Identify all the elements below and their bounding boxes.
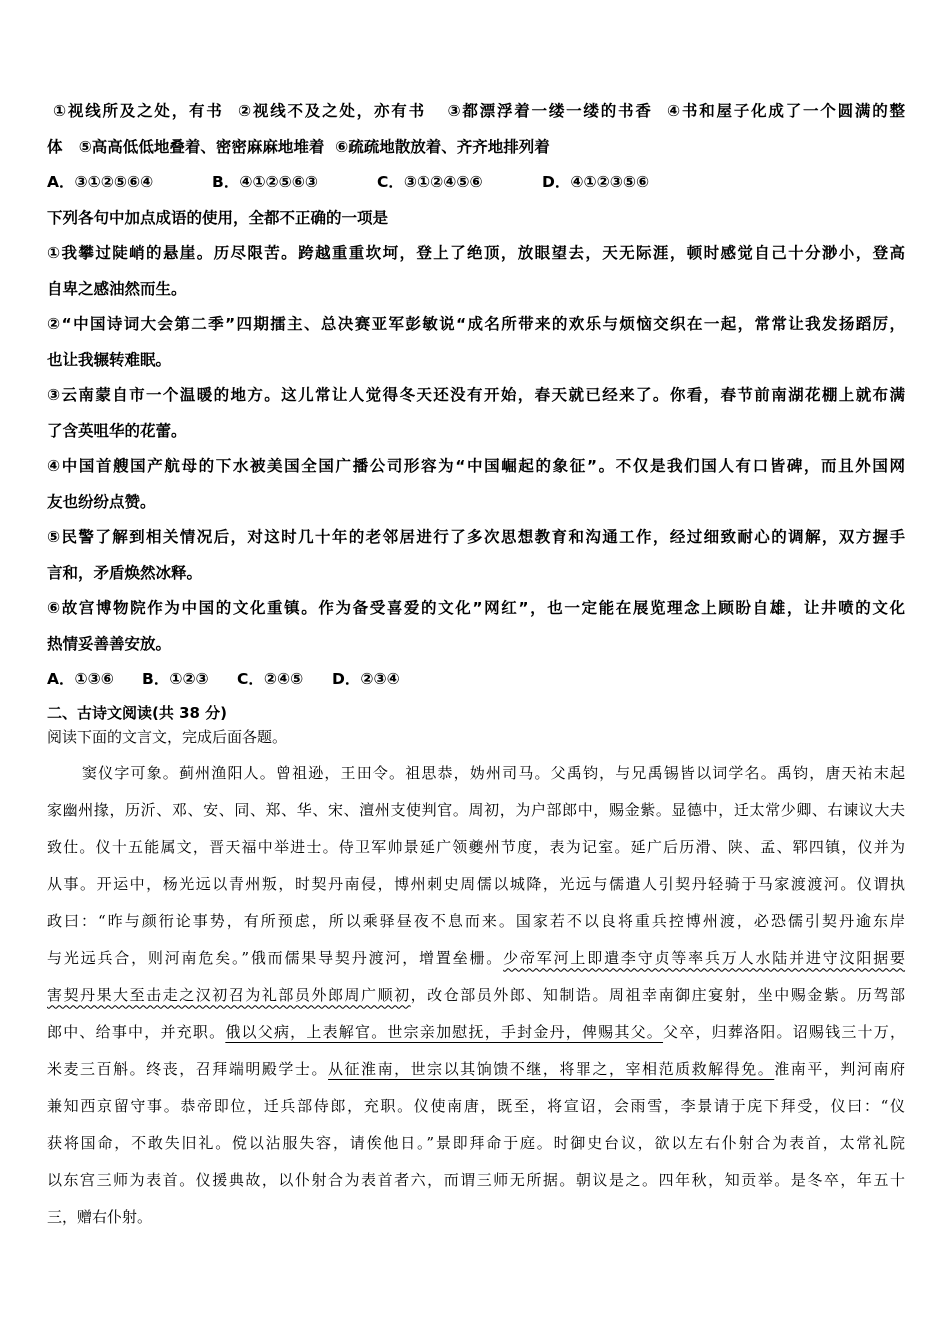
passage-text: 淮南平，判河南府 (774, 1059, 905, 1078)
order-items-line-2: 体 ⑤高高低低地叠着、密密麻麻地堆着 ⑥疏疏地散放着、齐齐地排列着 (47, 137, 550, 156)
idiom-options-row (47, 662, 905, 698)
classical-passage (47, 755, 905, 1236)
idiom-sentence-6-line-2: 热情妥善善安放。 (47, 634, 172, 653)
passage-text: 政曰：“昨与颜衎论事势，有所预虑，所以乘驿昼夜不息而来。国家若不以良将重兵控博州渡，必恐儒引契丹逾东岸 (47, 911, 905, 930)
passage-line-3 (47, 829, 905, 866)
order-options-row (47, 165, 905, 201)
idiom-sentence-5-line-1: ⑤民警了解到相关情况后，对这时几十年的老邻居进行了多次思想教育和沟通工作，经过细致耐心的调解，双方握手 (47, 528, 905, 546)
passage-text: 与光远兵合，则河南危矣。”俄而儒果导契丹渡河，增置垒栅。 (47, 948, 504, 967)
passage-text: 获将国命，不敢失旧礼。傥以沾服失容，请俟他日。”景即拜命于庭。时御史台议，欲以左右仆射合为表首，太常礼院 (47, 1133, 905, 1152)
idiom-question-stem: 下列各句中加点成语的使用，全都不正确的一项是 (47, 208, 389, 227)
passage-line-2 (47, 792, 905, 829)
order-option-a: A．③①②⑤⑥④ (47, 173, 154, 191)
passage-text: 从事。开运中，杨光远以青州叛，时契丹南侵，博州刺史周儒以城降，光远与儒遣人引契丹轻骑于马家渡渡河。仪谓执 (47, 874, 905, 893)
passage-line-13 (47, 1199, 905, 1236)
order-option-b: B．④①②⑤⑥③ (212, 173, 319, 191)
question-order (47, 94, 905, 201)
idiom-sentence-2-line-1: ②“中国诗词大会第二季”四期擂主、总决赛亚军彭敏说“成名所带来的欢乐与烦恼交织在一起，常常让我发扬蹈厉， (47, 315, 905, 333)
passage-text: 以东宫三师为表首。仪援典故，以仆射合为表首者六，而谓三师无所据。朝议是之。四年秋，知贡举。是冬卒，年五十 (47, 1170, 905, 1189)
passage-line-5 (47, 903, 905, 940)
idiom-option-d: D．②③④ (332, 670, 400, 688)
passage-text: 米麦三百斛。终丧，召拜端明殿学士。 (47, 1059, 328, 1078)
underlined-sentence: 俄以父病，上表解官。世宗亲加慰抚，手封金丹，俾赐其父。 (225, 1022, 664, 1041)
idiom-option-c: C．②④⑤ (237, 670, 304, 688)
passage-text: 郎中、给事中，并充职。 (47, 1022, 226, 1041)
passage-line-4 (47, 866, 905, 903)
wavy-underlined-segment: 少帝军河上即遣李守贞等率兵万人水陆并进守汶阳据要 (503, 948, 906, 967)
passage-line-10 (47, 1088, 905, 1125)
idiom-sentence-4-line-2: 友也纷纷点赞。 (47, 492, 156, 511)
passage-text: 致仕。仪十五能属文，晋天福中举进士。侍卫军帅景延广领夔州节度，表为记室。延广后历滑、陕、孟、郓四镇，仪并为 (47, 837, 905, 856)
passage-text: ，改仓部员外郎、知制诰。周祖幸南御庄宴射，坐中赐金紫。历驾部 (410, 985, 905, 1004)
order-items-line-1: ①视线所及之处，有书 ②视线不及之处，亦有书 ③都漂浮着一缕一缕的书香 ④书和屋子化成了一个圆满的整 (53, 102, 905, 120)
wavy-underlined-segment: 害契丹果大至击走之汉初召为礼部员外郎周广顺初 (47, 985, 411, 1004)
passage-line-9 (47, 1051, 905, 1088)
order-option-c: C．③①②④⑤⑥ (377, 173, 483, 191)
passage-text: 三，赠右仆射。 (47, 1207, 153, 1226)
idiom-sentence-2-line-2: 也让我辗转难眠。 (47, 350, 172, 369)
idiom-sentence-3-line-1: ③云南蒙自市一个温暖的地方。这儿常让人觉得冬天还没有开始，春天就已经来了。你看，春节前南湖花棚上就布满 (47, 386, 905, 404)
passage-line-1 (47, 755, 905, 792)
passage-text: 窦仪字可象。蓟州渔阳人。曾祖逊，王田令。祖思恭，妫州司马。父禹钧，与兄禹锡皆以词学名。禹钧，唐天祐末起 (82, 763, 905, 782)
passage-line-11 (47, 1125, 905, 1162)
passage-line-7 (47, 977, 905, 1014)
passage-line-8 (47, 1014, 905, 1051)
section-instruction: 阅读下面的文言文，完成后面各题。 (47, 728, 288, 746)
passage-text: 兼知西京留守事。恭帝即位，迁兵部侍郎，充职。仪使南唐，既至，将宣诏，会雨雪，李景请于庑下拜受，仪曰：“仪 (47, 1096, 905, 1115)
section-heading: 二、古诗文阅读(共 38 分) (47, 704, 228, 722)
question-idiom (47, 201, 905, 698)
passage-text: 父卒，归葬洛阳。诏赐钱三十万， (663, 1022, 905, 1041)
passage-text: 家幽州掾，历沂、邓、安、同、郑、华、宋、澶州支使判官。周初，为户部郎中，赐金紫。显德中，迁太常少卿、右谏议大夫 (47, 800, 905, 819)
idiom-sentence-3-line-2: 了含英咀华的花蕾。 (47, 421, 187, 440)
idiom-sentence-6-line-1: ⑥故宫博物院作为中国的文化重镇。作为备受喜爱的文化”网红”，也一定能在展览理念上顾盼自雄，让井喷的文化 (47, 599, 905, 617)
idiom-sentence-4-line-1: ④中国首艘国产航母的下水被美国全国广播公司形容为“中国崛起的象征”。不仅是我们国人有口皆碑，而且外国网 (47, 457, 905, 475)
idiom-option-a: A．①③⑥ (47, 670, 114, 688)
idiom-sentence-5-line-2: 言和，矛盾焕然冰释。 (47, 563, 203, 582)
underlined-sentence: 从征淮南，世宗以其饷馈不继，将罪之，宰相范质救解得免。 (328, 1059, 775, 1078)
idiom-sentence-1-line-2: 自卑之感油然而生。 (47, 279, 187, 298)
order-option-d: D．④①②③⑤⑥ (542, 173, 650, 191)
passage-line-6 (47, 940, 905, 977)
passage-line-12 (47, 1162, 905, 1199)
idiom-sentence-1-line-1: ①我攀过陡峭的悬崖。历尽限苦。跨越重重坎坷，登上了绝顶，放眼望去，天无际涯，顿时感觉自己十分渺小，登高 (47, 244, 905, 262)
idiom-option-b: B．①②③ (142, 670, 209, 688)
